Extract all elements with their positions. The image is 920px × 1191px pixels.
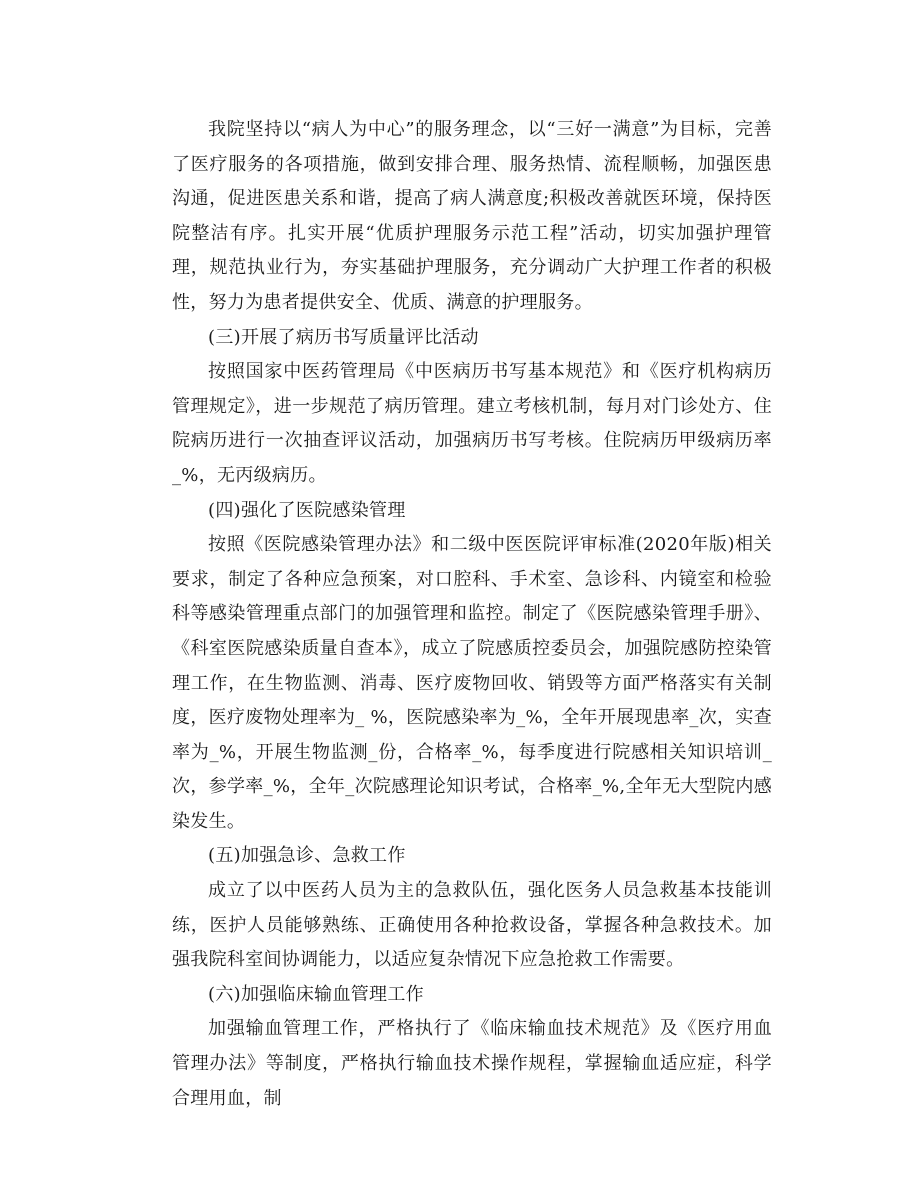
section-heading-4: (四)强化了医院感染管理 xyxy=(208,499,406,521)
document-page xyxy=(172,113,772,1116)
section-heading-5: (五)加强急诊、急救工作 xyxy=(208,845,406,867)
paragraph-patient-service: 我院坚持以“病人为中心”的服务理念，以“三好一满意”为目标，完善了医疗服务的各项措施，做到安排合理、服务热情、流程顺畅，加强医患沟通，促进医患关系和谐，提高了病人满意度;积极改善就医环境，保持医院整洁有序。扎实开展“优质护理服务示范工程”活动，切实加强护理管理，规范执业行为，夯实基础护理服务，充分调动广大护理工作者的积极性，努力为患者提供安全、优质、满意的护理服务。 xyxy=(172,119,772,313)
paragraph-medical-records: 按照国家中医药管理局《中医病历书写基本规范》和《医疗机构病历管理规定》，进一步规范了病历管理。建立考核机制，每月对门诊处方、住院病历进行一次抽查评议活动，加强病历书写考核。住院病历甲级病历率_%，无丙级病历。 xyxy=(172,361,772,486)
paragraph-emergency: 成立了以中医药人员为主的急救队伍，强化医务人员急救基本技能训练，医护人员能够熟练、正确使用各种抢救设备，掌握各种急救技术。加强我院科室间协调能力，以适应复杂情况下应急抢救工作需要。 xyxy=(172,880,772,971)
section-heading-6: (六)加强临床输血管理工作 xyxy=(208,983,424,1005)
paragraph-infection-control: 按照《医院感染管理办法》和二级中医医院评审标准(2020年版)相关要求，制定了各种应急预案，对口腔科、手术室、急诊科、内镜室和检验科等感染管理重点部门的加强管理和监控。制定了《医院感染管理手册》、《科室医院感染质量自查本》，成立了院感质控委员会，加强院感防控染管理工作，在生物监测、消毒、医疗废物回收、销毁等方面严格落实有关制度，医疗废物处理率为_ %，医院感染率为_%，全年开展现患率_次，实查率为_%，开展生物监测_份，合格率_%，每季度进行院感相关知识培训_次，参学率_%，全年_次院感理论知识考试，合格率_%,全年无大型院内感染发生。 xyxy=(172,534,772,832)
paragraph-blood-transfusion: 加强输血管理工作，严格执行了《临床输血技术规范》及《医疗用血管理办法》等制度，严格执行输血技术操作规程，掌握输血适应症，科学合理用血，制 xyxy=(172,1018,772,1109)
section-heading-3: (三)开展了病历书写质量评比活动 xyxy=(208,326,479,348)
